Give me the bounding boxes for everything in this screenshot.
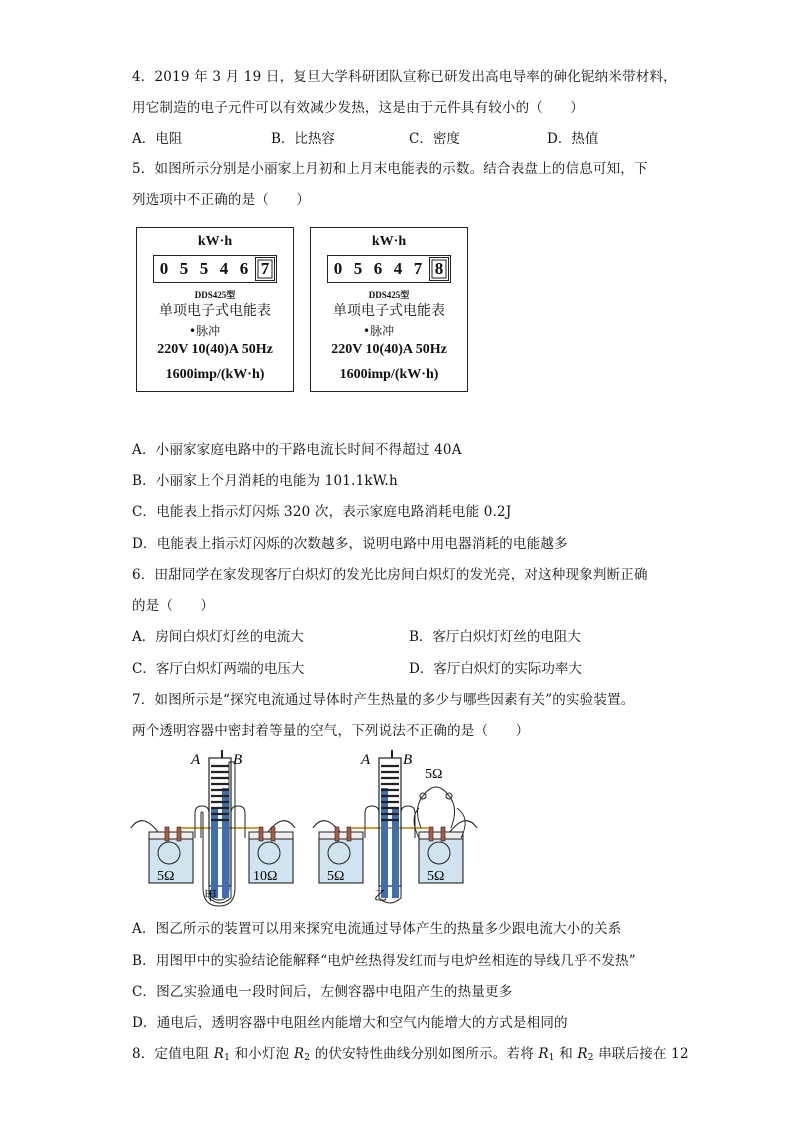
q4-line1: 4．2019 年 3 月 19 日，复旦大学科研团队宣称已研发出高电导率的砷化铌纳米带材料，	[132, 69, 677, 85]
q8-line1	[132, 1045, 689, 1067]
q5-option-d: D．电能表上指示灯闪烁的次数越多，说明电路中用电器消耗的电能越多	[132, 536, 568, 552]
q7-option-d: D．通电后，透明容器中电阻丝内能增大和空气内能增大的方式是相同的	[132, 1015, 568, 1031]
q6-option-c: C．客厅白炽灯两端的电压大	[132, 661, 305, 677]
meter-pulse-label: •脉冲	[363, 324, 395, 338]
resistor-label-left: 5Ω	[157, 869, 175, 884]
q4-option-a: A．电阻	[132, 131, 183, 147]
q5-option-c: C．电能表上指示灯闪烁 320 次，表示家庭电路消耗电能 0.2J	[132, 504, 512, 520]
meter-digit: 0	[159, 259, 169, 278]
q7-apparatus-figure	[125, 748, 495, 910]
meter-digit: 5	[199, 259, 209, 278]
q7-option-b: B．用图甲中的实验结论能解释“电炉丝热得发红而与电炉丝相连的导线几乎不发热”	[132, 953, 636, 969]
meter-digit: 7	[413, 259, 423, 278]
meter-decimal-digit: 7	[255, 257, 275, 281]
figure-yi	[313, 750, 477, 904]
q8-text: 和小灯泡	[230, 1046, 294, 1062]
meter-name: 单项电子式电能表	[159, 303, 271, 319]
tube-label-a: A	[191, 752, 201, 768]
meter-digit: 4	[393, 259, 403, 278]
q8-var: R	[213, 1046, 225, 1062]
q7-line2: 两个透明容器中密封着等量的空气，下列说法不正确的是（ ）	[132, 723, 530, 739]
resistor-label-right: 5Ω	[427, 869, 445, 884]
meter-digit: 5	[179, 259, 189, 278]
meter-digits	[153, 255, 277, 283]
q8-sub: 2	[304, 1053, 311, 1063]
tube-label-a: A	[361, 752, 371, 768]
resistor-label-right: 10Ω	[253, 869, 278, 884]
q5-line2: 列选项中不正确的是（ ）	[132, 192, 311, 208]
meter-start-of-month	[136, 227, 294, 392]
resistor-label-left: 5Ω	[327, 869, 345, 884]
q4-option-c: C．密度	[409, 131, 460, 147]
q5-line1: 5．如图所示分别是小丽家上月初和上月末电能表的示数。结合表盘上的信息可知，下	[132, 161, 648, 177]
meter-decimal-digit: 8	[429, 257, 449, 281]
meter-digit: 0	[333, 259, 343, 278]
meter-model: DDS425型	[194, 290, 236, 300]
meter-name: 单项电子式电能表	[333, 303, 445, 319]
q8-var: R	[577, 1046, 588, 1062]
q6-line2: 的是（ ）	[132, 598, 215, 614]
tube-label-b: B	[403, 752, 413, 768]
meter-unit: kW·h	[371, 234, 407, 249]
q4-line2: 用它制造的电子元件可以有效减少发热，这是由于元件具有较小的（ ）	[132, 100, 585, 116]
meter-spec: 220V 10(40)A 50Hz	[157, 342, 273, 357]
q5-option-b: B．小丽家上个月消耗的电能为 101.1kW.h	[132, 473, 398, 489]
meter-end-of-month	[310, 227, 468, 392]
q7-option-c: C．图乙实验通电一段时间后，左侧容器中电阻产生的热量更多	[132, 984, 513, 1000]
q8-sub: 1	[548, 1053, 555, 1063]
q8-sub: 1	[224, 1053, 231, 1063]
q6-line1: 6．田甜同学在家发现客厅白炽灯的发光比房间白炽灯的发光亮，对这种现象判断正确	[132, 567, 648, 583]
meter-digit: 4	[219, 259, 229, 278]
q7-option-a: A．图乙所示的装置可以用来探究电流通过导体产生的热量多少跟电流大小的关系	[132, 921, 622, 937]
tube-label-b: B	[233, 752, 243, 768]
q5-option-a: A．小丽家家庭电路中的干路电流长时间不得超过 40A	[132, 442, 462, 458]
meter-unit: kW·h	[197, 234, 233, 249]
q4-option-b: B．比热容	[271, 131, 335, 147]
meter-digits	[327, 255, 451, 283]
meter-pulse-label: •脉冲	[189, 324, 221, 338]
meter-digit: 6	[239, 259, 249, 278]
q6-option-d: D．客厅白炽灯的实际功率大	[409, 661, 582, 677]
meter-rate: 1600imp/(kW·h)	[339, 367, 439, 382]
figure-caption-yi: 乙	[374, 889, 388, 904]
meter-spec: 220V 10(40)A 50Hz	[331, 342, 447, 357]
q4-option-d: D．热值	[547, 131, 599, 147]
q8-prefix: 8．定值电阻	[132, 1046, 214, 1062]
figure-caption-jia: 甲	[204, 889, 218, 904]
meter-model: DDS425型	[368, 290, 410, 300]
q8-text: 和	[554, 1046, 578, 1062]
q8-suffix: 串联后接在 12	[593, 1046, 689, 1062]
meter-digit: 6	[373, 259, 383, 278]
q8-var: R	[538, 1046, 549, 1062]
meter-digit: 5	[353, 259, 363, 278]
resistor-label-external: 5Ω	[425, 767, 443, 782]
q6-option-b: B．客厅白炽灯灯丝的电阻大	[409, 629, 581, 645]
q8-text: 的伏安特性曲线分别如图所示。若将	[310, 1046, 539, 1062]
meter-rate: 1600imp/(kW·h)	[165, 367, 265, 382]
q6-option-a: A．房间白炽灯灯丝的电流大	[132, 629, 304, 645]
q7-line1: 7．如图所示是“探究电流通过导体时产生热量的多少与哪些因素有关”的实验装置。	[132, 692, 635, 708]
q8-sub: 2	[587, 1053, 594, 1063]
q8-var: R	[293, 1046, 305, 1062]
figure-jia	[131, 750, 295, 906]
